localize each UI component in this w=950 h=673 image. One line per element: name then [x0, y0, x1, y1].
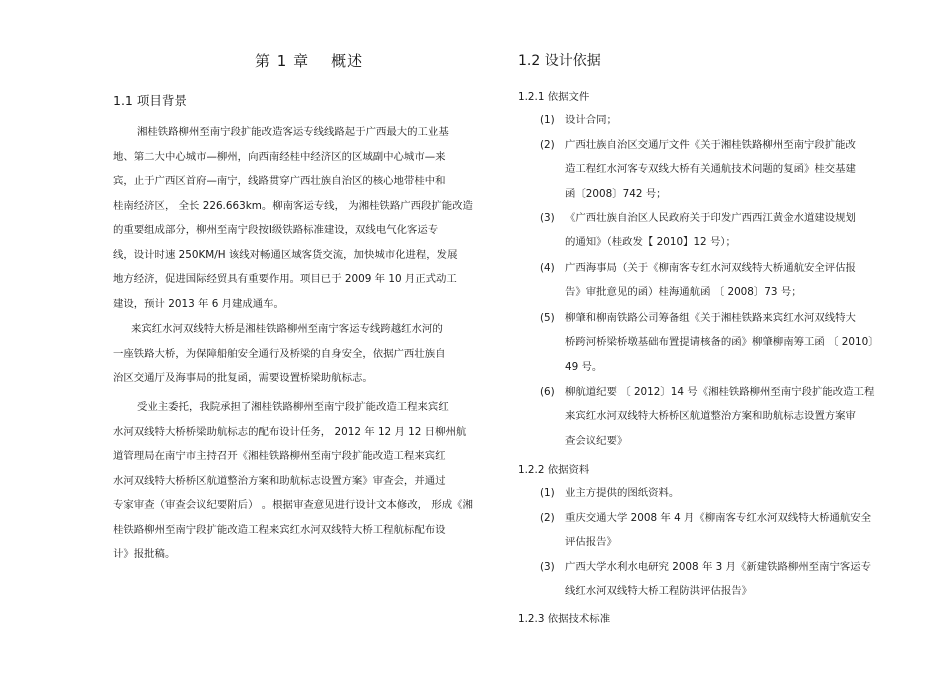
section-title-project-background: 1.1 项目背景 [113, 93, 187, 108]
subsection-heading-technical-standards: 1.2.3 依据技术标准 [518, 613, 611, 625]
list-item-number: (3) [540, 212, 555, 224]
list-item-line: 来宾红水河双线特大桥桥区航道整治方案和助航标志设置方案审 [565, 410, 856, 423]
list-item-line: 函〔2008〕742 号； [565, 187, 667, 200]
list-item-line: 设计合同； [565, 114, 617, 126]
list-item-line: 业主方提供的图纸资料。 [565, 487, 680, 499]
paragraph-line: 的重要组成部分，柳州至南宁段按Ⅰ级铁路标准建设，双线电气化客运专 [113, 224, 439, 236]
list-item-line: 柳航道纪要 〔 2012〕14 号《湘桂铁路柳州至南宁段扩能改造工程 [565, 386, 875, 398]
list-item-number: (1) [540, 114, 555, 126]
paragraph-line: 道管理局在南宁市主持召开《湘桂铁路柳州至南宁段扩能改造工程来宾红 [113, 450, 446, 462]
list-item-number: (1) [540, 487, 555, 499]
list-item-line: 49 号。 [565, 360, 603, 373]
subsection-heading-documents: 1.2.1 依据文件 [518, 91, 590, 103]
paragraph-line: 湘桂铁路柳州至南宁段扩能改造客运专线线路起于广西最大的工业基 [137, 126, 449, 138]
subsection-heading-materials: 1.2.2 依据资料 [518, 464, 590, 476]
paragraph-line: 专家审查（审查会议纪要附后） 。根据审查意见进行设计文本修改， 形成《湘 [113, 499, 473, 511]
list-item-line: 广西大学水利水电研究 2008 年 3 月《新建铁路柳州至南宁客运专 [565, 561, 872, 573]
paragraph-line: 水河双线特大桥桥梁助航标志的配布设计任务， 2012 年 12 月 12 日柳州航 [113, 425, 467, 438]
list-item-number: (2) [540, 512, 555, 524]
paragraph-1 [113, 120, 488, 316]
paragraph-line: 水河双线特大桥桥区航道整治方案和助航标志设置方案》审查会，并通过 [113, 474, 446, 487]
list-item-number: (2) [540, 139, 555, 151]
section-title-design-basis: 1.2 设计依据 [518, 53, 601, 69]
paragraph-line: 地、第二大中心城市—柳州，向西南经桂中经济区的区域副中心城市—来 [113, 150, 446, 163]
list-item-line: 造工程红水河客专双线大桥有关通航技术问题的复函》桂交基建 [565, 163, 856, 176]
chapter-heading [255, 50, 363, 71]
list-item-line: 评估报告》 [565, 536, 617, 549]
list-item-line: 《广西壮族自治区人民政府关于印发广西西江黄金水道建设规划 [565, 212, 856, 224]
paragraph-line: 受业主委托，我院承担了湘桂铁路柳州至南宁段扩能改造工程来宾红 [137, 401, 449, 413]
paragraph-line: 桂南经济区， 全长 226.663km。柳南客运专线， 为湘桂铁路广西段扩能改造 [113, 199, 473, 212]
paragraph-3 [113, 395, 488, 567]
paragraph-line: 宾，止于广西区首府—南宁，线路贯穿广西壮族自治区的核心地带桂中和 [113, 175, 446, 187]
paragraph-line: 线，设计时速 250KM/H 该线对畅通区域客货交流，加快城市化进程，发展 [113, 248, 458, 261]
list-item-number: (5) [540, 312, 555, 324]
paragraph-line: 来宾红水河双线特大桥是湘桂铁路柳州至南宁客运专线跨越红水河的 [131, 323, 443, 335]
list-item-line: 广西海事局（关于《柳南客专红水河双线特大桥通航安全评估报 [565, 262, 856, 274]
list-item-number: (6) [540, 386, 555, 398]
chapter-number: 第 1 章 [255, 52, 310, 70]
list-item-line: 的通知》（桂政发【 2010】12 号）； [565, 236, 736, 249]
paragraph-line: 桂铁路柳州至南宁段扩能改造工程来宾红水河双线特大桥工程航标配布设 [113, 523, 446, 536]
list-item-number: (3) [540, 561, 555, 573]
list-item-line: 线红水河双线特大桥工程防洪评估报告》 [565, 585, 753, 598]
list-item-line: 桥跨河桥梁桥墩基础布置提请核备的函》柳肇柳南筹工函 〔 2010〕 [565, 336, 879, 349]
list-item-line: 告》审批意见的函）桂海通航函 〔 2008〕73 号； [565, 286, 802, 299]
list-item-line: 重庆交通大学 2008 年 4 月《柳南客专红水河双线特大桥通航安全 [565, 512, 872, 524]
chapter-title: 概述 [331, 52, 364, 70]
paragraph-line: 治区交通厅及海事局的批复函，需要设置桥梁助航标志。 [113, 372, 373, 384]
paragraph-line: 建设，预计 2013 年 6 月建成通车。 [113, 297, 284, 310]
list-item-line: 柳肇和柳南铁路公司筹备组《关于湘桂铁路来宾红水河双线特大 [565, 312, 856, 324]
paragraph-line: 计》报批稿。 [113, 548, 176, 560]
paragraph-line: 地方经济，促进国际经贸具有重要作用。项目已于 2009 年 10 月正式动工 [113, 273, 457, 285]
paragraph-line: 一座铁路大桥，为保障船舶安全通行及桥梁的自身安全，依据广西壮族自 [113, 347, 446, 360]
list-item-line: 广西壮族自治区交通厅文件《关于湘桂铁路柳州至南宁段扩能改 [565, 139, 856, 151]
paragraph-2 [113, 317, 488, 391]
list-item-number: (4) [540, 262, 555, 274]
list-item-line: 查会议纪要》 [565, 434, 628, 447]
